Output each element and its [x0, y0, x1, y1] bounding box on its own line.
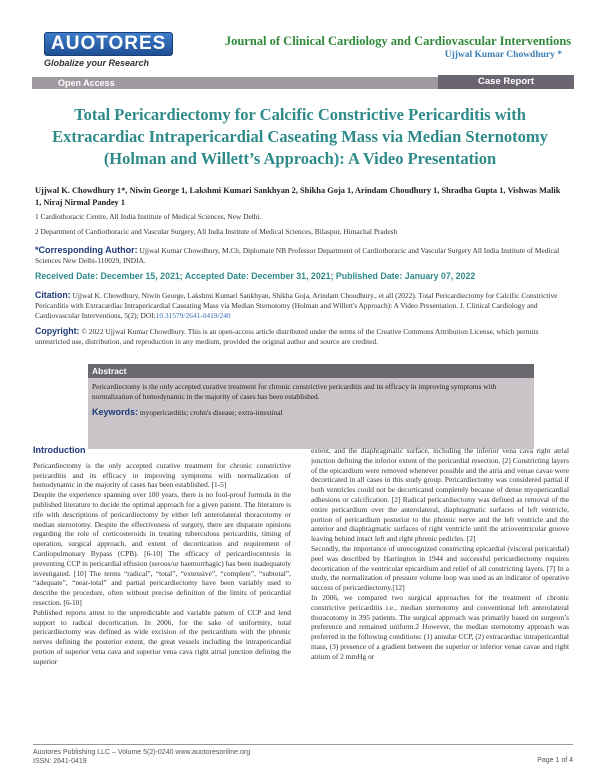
footer-publisher: Auotores Publishing LLC – Volume 5(2)-0240 www.auotoresonline.org	[33, 749, 251, 756]
abstract-box	[88, 364, 534, 449]
open-access-label: Open Access	[58, 78, 115, 88]
body-column-left	[33, 446, 291, 667]
logo-tagline: Globalize your Research	[44, 58, 150, 68]
body-paragraph: Secondly, the importance of unrecognized constricting epicardial (visceral pericardial) peel was described by Harrington in 1944 and successful pericardiectomy requires decortication of the ventricular epicardium and relief of all constricting layers. [7] In a study, the normalization of pressure volume loop was used as an indicator of operative success of pericardiectomy.[12]	[311, 543, 569, 593]
publisher-logo	[44, 32, 167, 68]
corresponding-text: Ujjwal Kumar Chowdhury, M.Ch, Diplomate NB Professor Department of Cardiothoracic and Vascular Surgery All India Institute of Medical Sciences New Delhi-110029, INDIA.	[35, 246, 560, 265]
copyright-text: © 2022 Ujjwal Kumar Chowdhury. This is an open-access article distributed under the terms of the Creative Commons Attribution License, which permits unrestricted use, distribution, and reproduction in any medium, provided the original author and source are credited.	[35, 327, 539, 346]
article-dates: Received Date: December 15, 2021; Accepted Date: December 31, 2021; Published Date: January 07, 2022	[35, 271, 476, 281]
citation-text: Ujjwal K. Chowdhury, Niwin George, Lakshmi Kumari Sankhyan, Shikha Goja, Arindam Choudhury., et all (2022). Total Pericardiectomy for Calcific Constrictive Pericarditis with Extracardiac Intrapericardial Caseating Mass via Median Sternotomy (Holman and Willett's Approach): A Video Presentation. J. Clinical Cardiology and Cardiovascular Interventions, 5(2); DOI:	[35, 291, 558, 320]
journal-running-author: Ujjwal Kumar Chowdhury *	[444, 50, 562, 60]
copyright-label: Copyright:	[35, 326, 80, 336]
keywords	[92, 407, 528, 418]
page-number: Page 1 of 4	[537, 757, 573, 764]
footer-divider	[33, 744, 573, 745]
keywords-label: Keywords:	[92, 407, 139, 417]
author-list: Ujjwal K. Chowdhury 1*, Niwin George 1, Lakshmi Kumari Sankhyan 2, Shikha Goja 1, Arindam Choudhury 1, Shradha Gupta 1, Vishwas Malik 1, Niraj Nirmal Pandey 1	[35, 186, 561, 207]
body-paragraph: extent, and the diaphragmatic surface, including the inferior vena cava right atrial junction defining the inferior extent of the pericardial resection. [2] Constricting layers of the epicardium were removed whenever possible and the atria and venae cavae were decorticated in all cases in this study group. Pericardiectomy was considered partial if both ventricles could not be decorticated completely because of dense myopericardial adhesions or calcification. [2] Radical pericardiectomy was defined as removal of the entire pericardium over the anterolateral, diaphragmatic surfaces of left ventricle, portion of pericardium posterior to the phrenic nerve and the left ventricle and the anterior and diaphragmatic surfaces of right ventricle until the atrioventricular groove leaving behind intact left and right phrenic pedicles. [2]	[311, 446, 569, 544]
body-paragraph: In 2006, we compared two surgical approaches for the treatment of chronic constrictive pericarditis i.e., median sternotomy and conventional left anterolateral thoracotomy in 395 patients. The surgical approach was primarily based on surgeon’s preference and remained uniform.2 However, the median sternotomy approach was preferred in the following conditions: (1) annular CCP, (2) extracardiac intrapericardial mass, (3) presence of a gradient between the superior or inferior venae cavae and right atrium of 2 mmHg or	[311, 592, 569, 661]
corresponding-author	[35, 245, 565, 266]
copyright	[35, 326, 565, 347]
footer-publisher-info	[33, 748, 250, 766]
keywords-text: myopericarditis; crohn's disease; extra-intestinal	[139, 408, 283, 417]
body-column-right	[311, 446, 569, 662]
doi-link[interactable]: 10.31579/2641-0419/240	[155, 311, 231, 320]
article-title: Total Pericardiectomy for Calcific Constrictive Pericarditis with Extracardiac Intrapericardial Caseating Mass via Median Sternotomy (Holman and Willett’s Approach): A Video Presentation	[52, 105, 548, 168]
abstract-text: Pericardiectomy is the only accepted curative treatment for chronic constrictive pericarditis and its efficacy in improving symptoms with normalization of hemodynamic in the majority of cases has been established.	[92, 382, 497, 401]
citation	[35, 290, 565, 321]
affiliation-1: 1 Cardiothoracic Centre, All India Institute of Medical Sciences, New Delhi.	[35, 212, 262, 221]
introduction-heading: Introduction	[33, 445, 86, 455]
corresponding-label: *Corresponding Author:	[35, 245, 138, 255]
body-paragraph: Despite the experience spanning over 100 years, there is no fool-proof formula in the published literature to decide the optimal approach for a given patient. The literature is rife with descriptions of pericardiectomy by either left anterolateral thoracotomy or median sternotomy. Despite the effectiveness of surgery, there are disparate opinions regarding the role of corticosteroids in treating tuberculous pericarditis, timing of operation, surgical approach, and extent of decortication and requirement of Cardiopulmonary Bypass (CPB). [6-10] The efficacy of pericardiocentesis in preventing CCP in pericardial effusion (serous/or haemorrhagic) has been inadequately investigated. [10] The terms “radical”, “total”, “extensive”, “complete”, “subtotal”, “adequate”, “near-total” and partial pericardiectomy have been variably used to describe the procedure, often without precise definition of the limits of pericardial resection. [6-10]	[33, 490, 291, 607]
body-paragraph: Pericardiectomy is the only accepted curative treatment for chronic constrictive pericarditis and its efficacy in improving symptoms with normalization of hemodynamic in the majority of cases has been established. [1-5]	[33, 460, 291, 490]
citation-label: Citation:	[35, 290, 71, 300]
logo-text: AUOTORES	[44, 32, 173, 56]
abstract-heading: Abstract	[88, 364, 534, 378]
journal-title: Journal of Clinical Cardiology and Cardiovascular Interventions	[224, 34, 572, 48]
footer-issn: ISSN: 2641-0419	[33, 758, 87, 765]
affiliation-2: 2 Department of Cardiothoracic and Vascular Surgery, All India Institute of Medical Sciences, Bilaspur, Himachal Pradesh	[35, 227, 398, 236]
article-type-badge: Case Report	[438, 75, 574, 89]
body-paragraph: Published reports attest to the unpredictable and variable pattern of CCP and lend support to radical decortication. In 2006, for the sake of uniformity, total pericardiectomy was defined as wide excision of the pericardium with the phrenic nerves defining the posterior extent, the great vessels including the intrapericardial portion of superior vena cava and superior vena cava right atrial junction defining the superior	[33, 607, 291, 666]
